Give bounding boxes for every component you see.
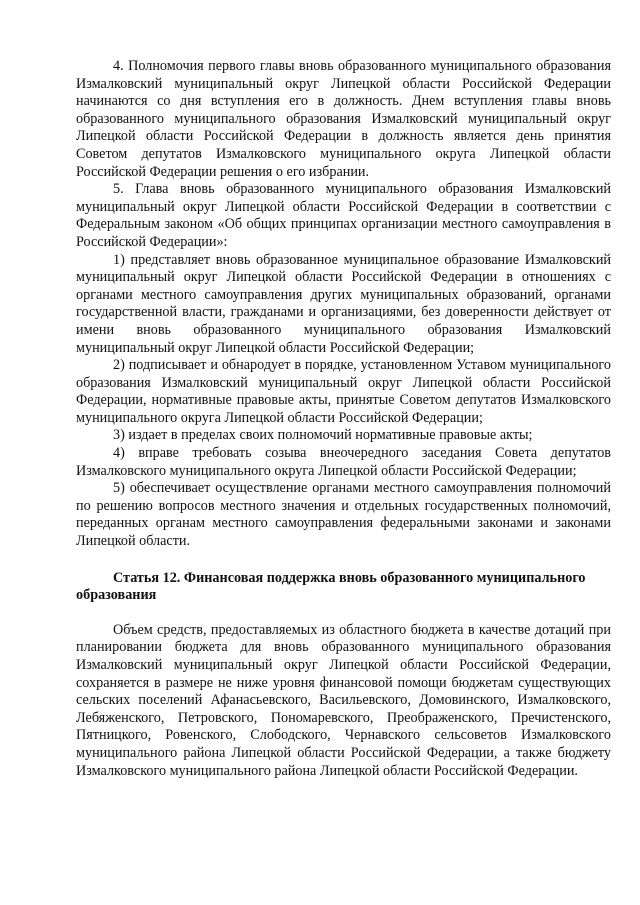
subitem-2: 2) подписывает и обнародует в порядке, установленном Уставом муниципального образования Измалковский муниципальный округ Липецкой области Российской Федерации, нормативные правовые акты, принятые Советом депутатов Измалковского муниципального округа Липецкой области Российской Федерации;	[76, 357, 611, 426]
spacer	[76, 605, 611, 622]
document-page	[76, 58, 611, 780]
subitem-3: 3) издает в пределах своих полномочий нормативные правовые акты;	[113, 427, 533, 444]
article-12-paragraph: Объем средств, предоставляемых из областного бюджета в качестве дотаций при планировании бюджета для вновь образованного муниципального образования Измалковский муниципальный округ Липецкой области Российской Федерации, сохраняется в размере не ниже уровня финансовой помощи бюджетам существующих сельских поселений Афанасьевского, Васильевского, Домовинского, Измалковского, Лебяженского, Петровского, Пономаревского, Преображенского, Пречистенского, Пятницкого, Ровенского, Слободского, Чернавского сельсоветов Измалковского муниципального района Липецкой области Российской Федерации, а также бюджету Измалковского муниципального района Липецкой области Российской Федерации.	[76, 621, 611, 779]
article-12-heading: Статья 12. Финансовая поддержка вновь образованного муниципального образования	[76, 569, 586, 604]
paragraph-item-4: 4. Полномочия первого главы вновь образованного муниципального образования Измалковский муниципальный округ Липецкой области Российской Федерации начинаются со дня вступления его в должность. Днем вступления главы вновь образованного муниципального образования Измалковский муниципальный округ Липецкой области Российской Федерации в должность является день принятия Советом депутатов Измалковского муниципального округа Липецкой области Российской Федерации решения о его избрании.	[76, 58, 611, 180]
subitem-4: 4) вправе требовать созыва внеочередного заседания Совета депутатов Измалковского муниципального округа Липецкой области Российской Федерации;	[76, 445, 611, 479]
subitem-1: 1) представляет вновь образованное муниципальное образование Измалковский муниципальный округ Липецкой области Российской Федерации в отношениях с органами местного самоуправления других муниципальных образований, органами государственной власти, гражданами и организациями, без доверенности действует от имени вновь образованного муниципального образования Измалковский муниципальный округ Липецкой области Российской Федерации;	[76, 251, 611, 356]
paragraph-item-5: 5. Глава вновь образованного муниципального образования Измалковский муниципальный округ Липецкой области Российской Федерации в соответствии с Федеральным законом «Об общих принципах организации местного самоуправления в Российской Федерации»:	[76, 181, 611, 250]
subitem-5: 5) обеспечивает осуществление органами местного самоуправления полномочий по решению вопросов местного значения и отдельных государственных полномочий, переданных органам местного самоуправления федеральными законами и законами Липецкой области.	[76, 480, 611, 550]
